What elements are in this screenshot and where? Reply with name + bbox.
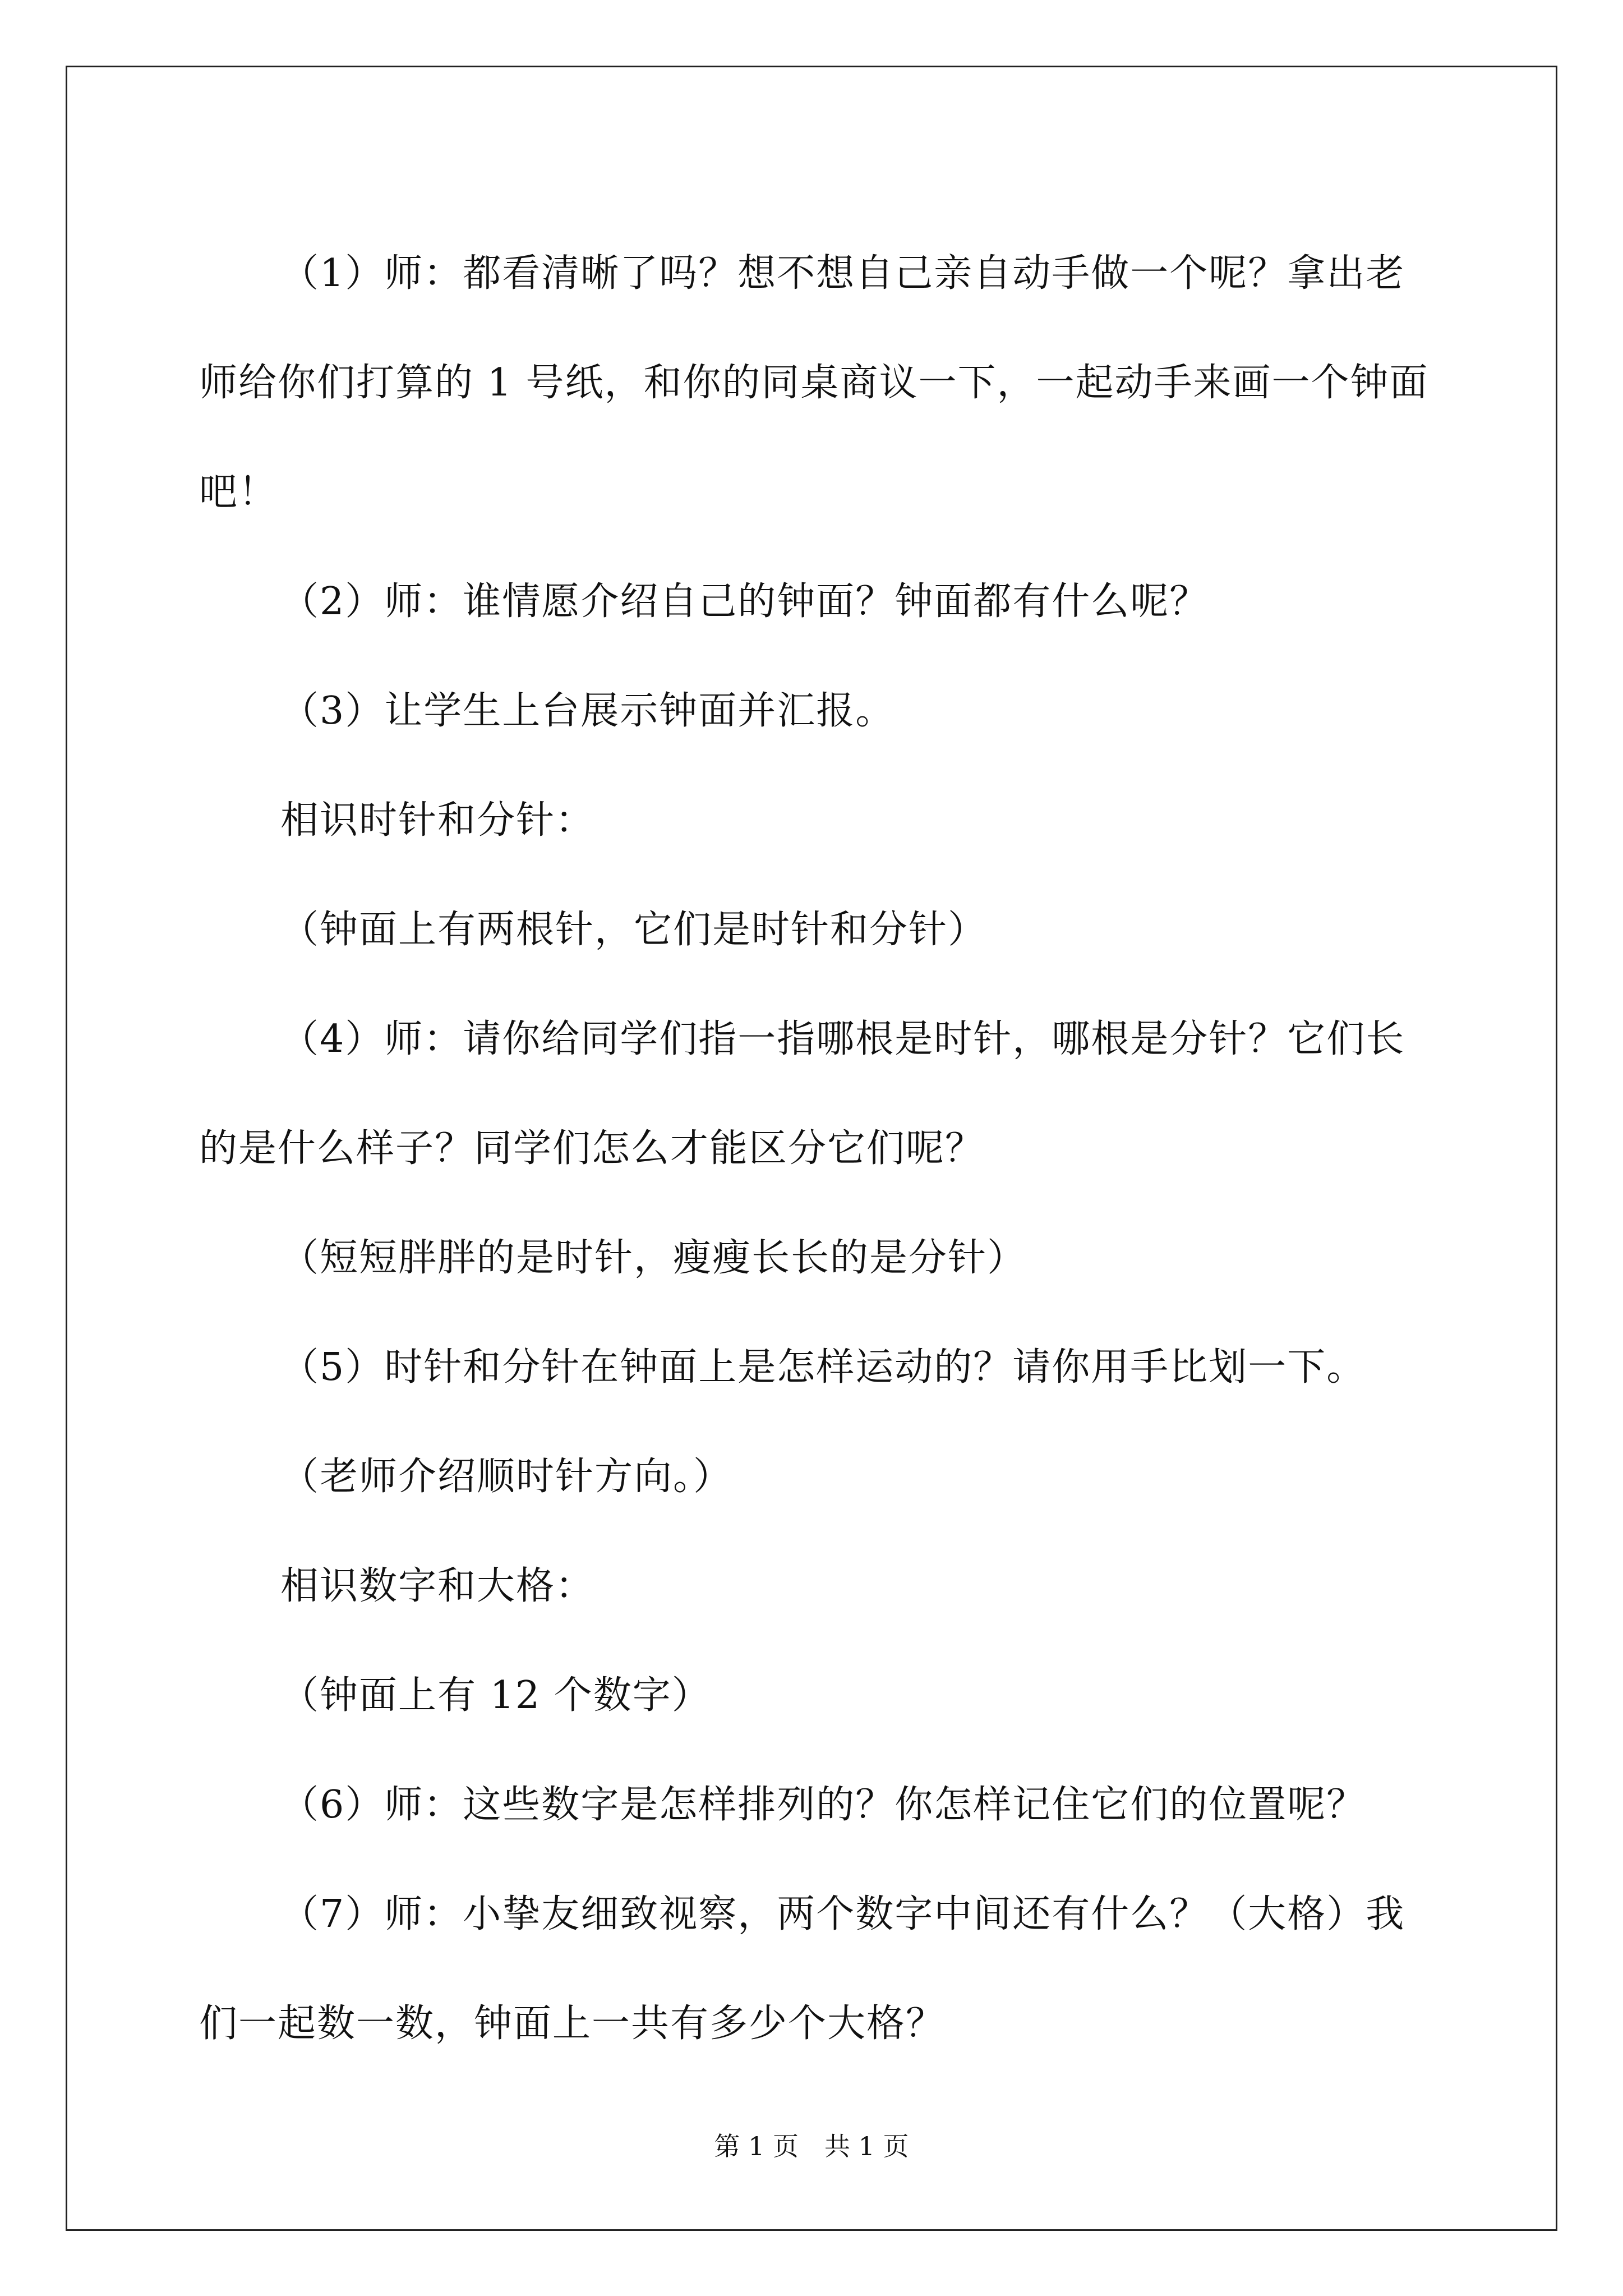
paragraph-9: （老师介绍顺时针方向。）	[280, 1455, 733, 1499]
page-footer: 第 1 页 共 1 页	[714, 2131, 909, 2161]
paragraph-7: （短短胖胖的是时针，瘦瘦长长的是分针）	[280, 1236, 1027, 1280]
paragraph-4: 相识时针和分针：	[280, 798, 595, 843]
paragraph-13: （7）师：小挚友细致视察，两个数字中间还有什么？（大格）我们一起数一数，钟面上一共有多少个大格？	[199, 1892, 1405, 2046]
paragraph-11: （钟面上有 12 个数字）	[280, 1673, 711, 1718]
paragraph-12: （6）师：这些数字是怎样排列的？你怎样记住它们的位置呢？	[280, 1783, 1366, 1827]
paragraph-1: （1）师：都看清晰了吗？想不想自己亲自动手做一个呢？拿出老师给你们打算的 1 号纸，和你的同桌商议一下，一起动手来画一个钟面吧！	[199, 251, 1429, 514]
paragraph-8: （5）时针和分针在钟面上是怎样运动的？请你用手比划一下。	[280, 1345, 1366, 1389]
document-body	[199, 219, 1433, 2078]
paragraph-2: （2）师：谁情愿介绍自己的钟面？钟面都有什么呢？	[280, 579, 1209, 624]
paragraph-10: 相识数字和大格：	[280, 1564, 595, 1608]
paragraph-6: （4）师：请你给同学们指一指哪根是时针，哪根是分针？它们长的是什么样子？同学们怎么才能区分它们呢？	[199, 1017, 1405, 1171]
paragraph-3: （3）让学生上台展示钟面并汇报。	[280, 689, 895, 733]
paragraph-5: （钟面上有两根针，它们是时针和分针）	[280, 908, 988, 952]
